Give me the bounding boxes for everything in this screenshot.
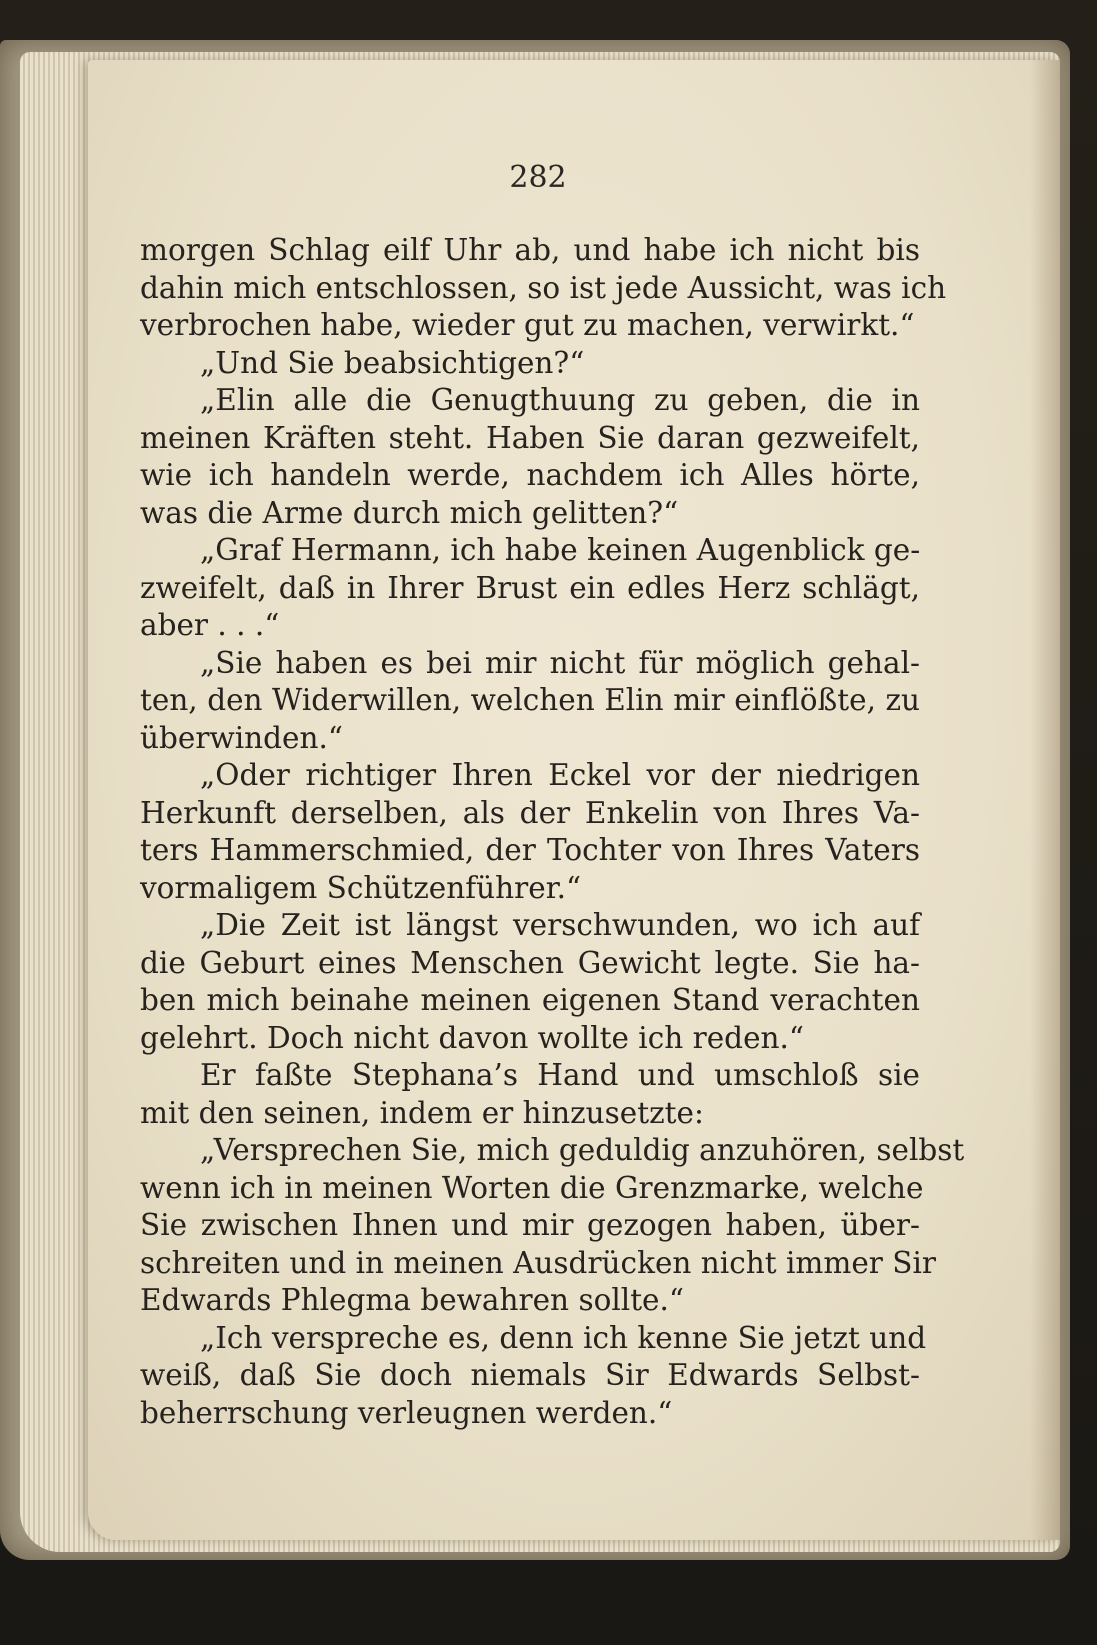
- text-line: „Graf Hermann, ich habe keinen Augenblick ge-: [200, 533, 921, 567]
- text-line: wie ich handeln werde, nachdem ich Alles hörte,: [140, 458, 920, 492]
- text-line: „Versprechen Sie, mich geduldig anzuhören, selbst: [200, 1133, 965, 1167]
- text-line: „Die Zeit ist längst verschwunden, wo ich auf: [200, 908, 920, 942]
- text-line: was die Arme durch mich gelitten?“: [140, 495, 679, 530]
- text-line: ten, den Widerwillen, welchen Elin mir einflößte, zu: [140, 683, 920, 717]
- text-line: schreiten und in meinen Ausdrücken nicht immer Sir: [140, 1245, 937, 1280]
- text-line: „Sie haben es bei mir nicht für möglich gehal-: [200, 645, 920, 680]
- text-line: Sie zwischen Ihnen und mir gezogen haben, über-: [140, 1208, 920, 1242]
- text-line: gelehrt. Doch nicht davon wollte ich reden.“: [140, 1020, 804, 1055]
- text-line: überwinden.“: [140, 720, 343, 755]
- page-number: 282: [509, 160, 567, 195]
- text-line: „Und Sie beabsichtigen?“: [200, 345, 585, 380]
- body-text: [140, 232, 965, 1432]
- text-line: morgen Schlag eilf Uhr ab, und habe ich nicht bis: [140, 233, 920, 267]
- text-line: die Geburt eines Menschen Gewicht legte. Sie ha-: [140, 945, 920, 980]
- text-line: meinen Kräften steht. Haben Sie daran gezweifelt,: [140, 420, 920, 455]
- text-line: Edwards Phlegma bewahren sollte.“: [140, 1283, 684, 1317]
- text-line: vormaligem Schützenführer.“: [140, 870, 582, 905]
- text-line: zweifelt, daß in Ihrer Brust ein edles Herz schlägt,: [140, 570, 920, 605]
- text-line: „Oder richtiger Ihren Eckel vor der niedrigen: [200, 758, 920, 792]
- text-line: „Elin alle die Genugthuung zu geben, die in: [200, 383, 920, 417]
- text-line: „Ich verspreche es, denn ich kenne Sie jetzt und: [200, 1320, 927, 1355]
- text-line: mit den seinen, indem er hinzusetzte:: [140, 1095, 704, 1130]
- text-line: dahin mich entschlossen, so ist jede Aussicht, was ich: [140, 270, 947, 305]
- text-line: verbrochen habe, wieder gut zu machen, verwirkt.“: [140, 308, 915, 342]
- text-line: weiß, daß Sie doch niemals Sir Edwards Selbst-: [140, 1358, 920, 1392]
- text-line: Er faßte Stephana’s Hand und umschloß sie: [200, 1058, 920, 1092]
- text-line: beherrschung verleugnen werden.“: [140, 1395, 673, 1430]
- text-line: ben mich beinahe meinen eigenen Stand verachten: [140, 983, 920, 1017]
- text-line: wenn ich in meinen Worten die Grenzmarke, welche: [140, 1170, 924, 1205]
- text-line: aber . . .“: [140, 608, 280, 642]
- text-line: Herkunft derselben, als der Enkelin von Ihres Va-: [140, 795, 920, 830]
- text-line: ters Hammerschmied, der Tochter von Ihres Vaters: [140, 833, 920, 867]
- page-gutter-shadow: [1030, 60, 1060, 1540]
